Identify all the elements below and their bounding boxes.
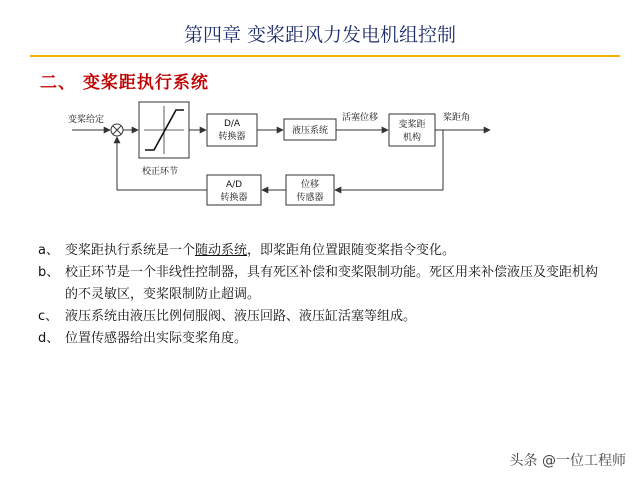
ad-converter-label-2: 转换器	[220, 193, 248, 203]
note-label: d、	[38, 331, 60, 346]
watermark: 头条 @一位工程师	[509, 453, 626, 469]
hydraulic-system-label: 液压系统	[291, 126, 329, 136]
corrector-block	[139, 102, 189, 158]
note-underlined-term: 随动系统	[195, 243, 248, 258]
section-heading: 二、 变桨距执行系统	[40, 73, 209, 93]
explanation-list	[38, 240, 598, 350]
note-d	[38, 328, 598, 350]
note-b	[38, 262, 598, 306]
output-label: 桨距角	[443, 113, 471, 123]
note-text-cont: ，即桨距角位置跟随变桨指令变化。	[247, 243, 456, 258]
input-label: 变桨给定	[68, 115, 105, 125]
slide-title: 第四章 变桨距风力发电机组控制	[183, 24, 457, 46]
note-label: c、	[38, 309, 59, 324]
pitch-mechanism-label-1: 变桨距	[398, 120, 426, 130]
note-c	[38, 306, 598, 328]
note-text: 校正环节是一个非线性控制器，具有死区补偿和变桨限制功能。死区用来补偿液压及变距机构的不灵敏区，变桨限制防止超调。	[65, 265, 599, 302]
corrector-label: 校正环节	[142, 167, 179, 177]
pitch-mechanism-label-2: 机构	[402, 133, 422, 143]
summing-junction	[111, 124, 123, 136]
note-label: a、	[38, 243, 59, 258]
da-converter-label-1: D/A	[223, 119, 241, 129]
note-text: 变桨距执行系统是一个	[65, 243, 196, 258]
note-text: 位置传感器给出实际变桨角度。	[65, 331, 248, 346]
note-a	[38, 240, 598, 262]
position-sensor-label-1: 位移	[300, 180, 320, 190]
piston-displacement-label: 活塞位移	[342, 113, 379, 123]
position-sensor-label-2: 传感器	[296, 193, 324, 203]
note-text: 液压系统由液压比例伺服阀、液压回路、液压缸活塞等组成。	[65, 309, 417, 324]
ad-converter-label-1: A/D	[225, 180, 243, 190]
note-label: b、	[38, 265, 60, 280]
da-converter-label-2: 转换器	[218, 132, 246, 142]
